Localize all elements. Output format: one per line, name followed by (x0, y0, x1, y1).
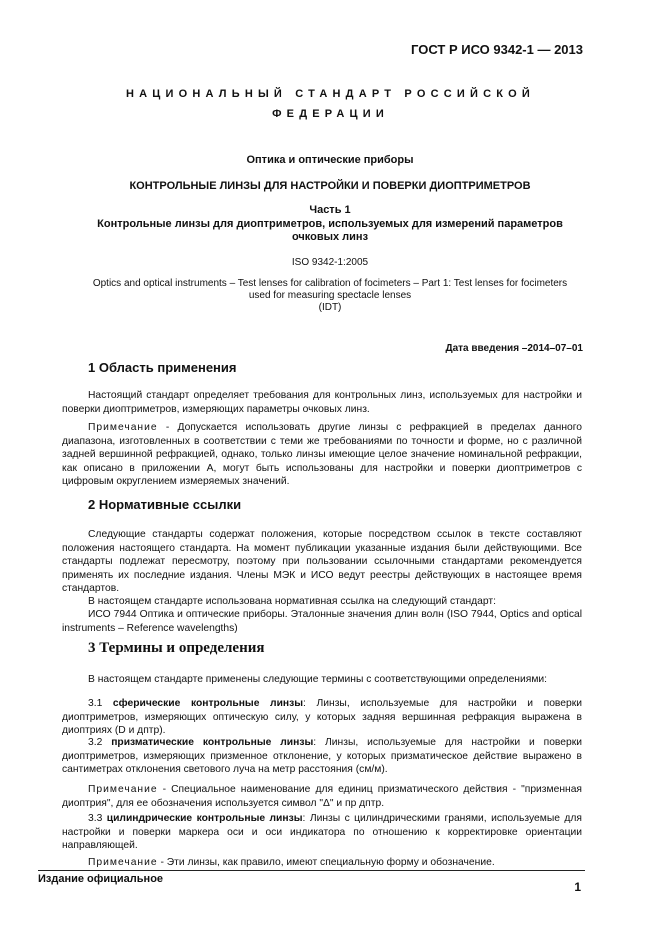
term-number: 3.3 (88, 813, 107, 824)
part-title-line2: очковых линз (291, 231, 369, 243)
paragraph-text: ИСО 7944 Оптика и оптические приборы. Эталонные значения длин волн (ISO 7944, Optics and optical instruments – Reference wavelengths) (62, 609, 582, 634)
part-title-line1: Контрольные линзы для диоптриметров, используемых для измерений параметров (97, 218, 563, 230)
term-3-1 (62, 697, 582, 738)
section-heading-scope: 1 Область применения (88, 360, 237, 375)
paragraph (62, 673, 582, 687)
national-standard-line1: НАЦИОНАЛЬНЫЙ СТАНДАРТ РОССИЙСКОЙ (125, 88, 535, 100)
introduction-date: Дата введения –2014–07–01 (445, 343, 583, 354)
note-paragraph (62, 783, 582, 810)
paragraph (62, 595, 582, 609)
term-3-3 (62, 812, 582, 853)
main-title: КОНТРОЛЬНЫЕ ЛИНЗЫ ДЛЯ НАСТРОЙКИ И ПОВЕРКИ ДИОПТРИМЕТРОВ (129, 180, 531, 192)
note-label: Примечание (88, 784, 158, 795)
note-label: Примечание (88, 857, 158, 868)
term-3-2 (62, 736, 582, 777)
subject-title: Оптика и оптические приборы (246, 154, 414, 166)
section-heading-normative-references: 2 Нормативные ссылки (88, 497, 242, 512)
national-standard-line2: ФЕДЕРАЦИИ (272, 108, 389, 120)
paragraph-text: В настоящем стандарте использована нормативная ссылка на следующий стандарт: (88, 596, 496, 607)
term-definition: : Линзы с цилиндрическими гранями, используемые для настройки и поверки маркера оси и оси индикатора по отношению к корректировке ориентации направляющей. (62, 813, 583, 851)
paragraph-text: Следующие стандарты содержат положения, которые посредством ссылок в тексте составляют положения настоящего стандарта. На момент публикации указанные издания были действующими. Все стандарты подлежат пересмотру, поэтому при пользовании ссылочными стандартами рекомендуется применять их последние издания. Члены МЭК и ИСО ведут реестры действующих в настоящее время стандартов. (62, 529, 582, 594)
note-text: - Эти линзы, как правило, имеют специальную форму и обозначение. (157, 857, 495, 868)
term-definition: : Линзы, используемые для настройки и поверки диоптриметров, измеряющих оптическую силу, у которых задняя вершинная рефракция выражена в диоптриях (D и дптр). (62, 698, 582, 736)
term-name: призматические контрольные линзы (111, 737, 314, 748)
paragraph-text: Настоящий стандарт определяет требования для контрольных линз, используемых для настройки и поверки диоптриметров, измеряющих параметры очковых линз. (62, 390, 582, 415)
note-paragraph (62, 856, 582, 870)
footer-divider (38, 870, 585, 871)
part-number: Часть 1 (309, 204, 351, 216)
term-name: сферические контрольные линзы (112, 698, 304, 709)
note-text: - Допускается использовать другие линзы с рефракцией в пределах данного диапазона, изготовленных в соответствии с теми же требованиями по точности и форме, но с различной задней вершинной рефракцией, однако, только линзы имеющие целое значение номинальной рефракции, как описано в приложении А, могут быть использованы для настройки и поверки диоптриметров с цифровым округлением измеряемых значений. (62, 422, 582, 487)
document-code: ГОСТ Р ИСО 9342-1 — 2013 (411, 42, 583, 57)
paragraph (62, 389, 582, 416)
paragraph (62, 608, 582, 635)
paragraph (62, 528, 582, 596)
note-paragraph (62, 421, 582, 489)
section-heading-terms: 3 Термины и определения (88, 640, 265, 656)
term-definition: : Линзы, используемые для настройки и поверки диоптриметров, измеряющих призменное отклонение, у которых призматическое действие выражено в сантиметрах отклонения светового луча на метр расстояния (см/м). (62, 737, 583, 775)
iso-reference: ISO 9342-1:2005 (291, 257, 369, 268)
english-title-line1: Optics and optical instruments – Test lenses for calibration of focimeters – Part 1: Test lenses for focimeters (92, 278, 568, 289)
term-name: цилиндрические контрольные линзы (106, 813, 303, 824)
note-label: Примечание (88, 422, 158, 433)
term-number: 3.2 (88, 737, 112, 748)
paragraph-text: В настоящем стандарте применены следующие термины с соответствующими определениями: (88, 674, 548, 685)
note-text: - Специальное наименование для единиц призматического действия - "призменная диоптрия", для ее обозначения используется символ "Δ" и пр дптр. (62, 784, 582, 809)
official-edition-label: Издание официальное (38, 873, 164, 885)
english-title-line2: used for measuring spectacle lenses (248, 290, 412, 301)
term-number: 3.1 (88, 698, 113, 709)
page-number: 1 (574, 880, 581, 894)
idt-mark: (IDT) (318, 302, 342, 313)
